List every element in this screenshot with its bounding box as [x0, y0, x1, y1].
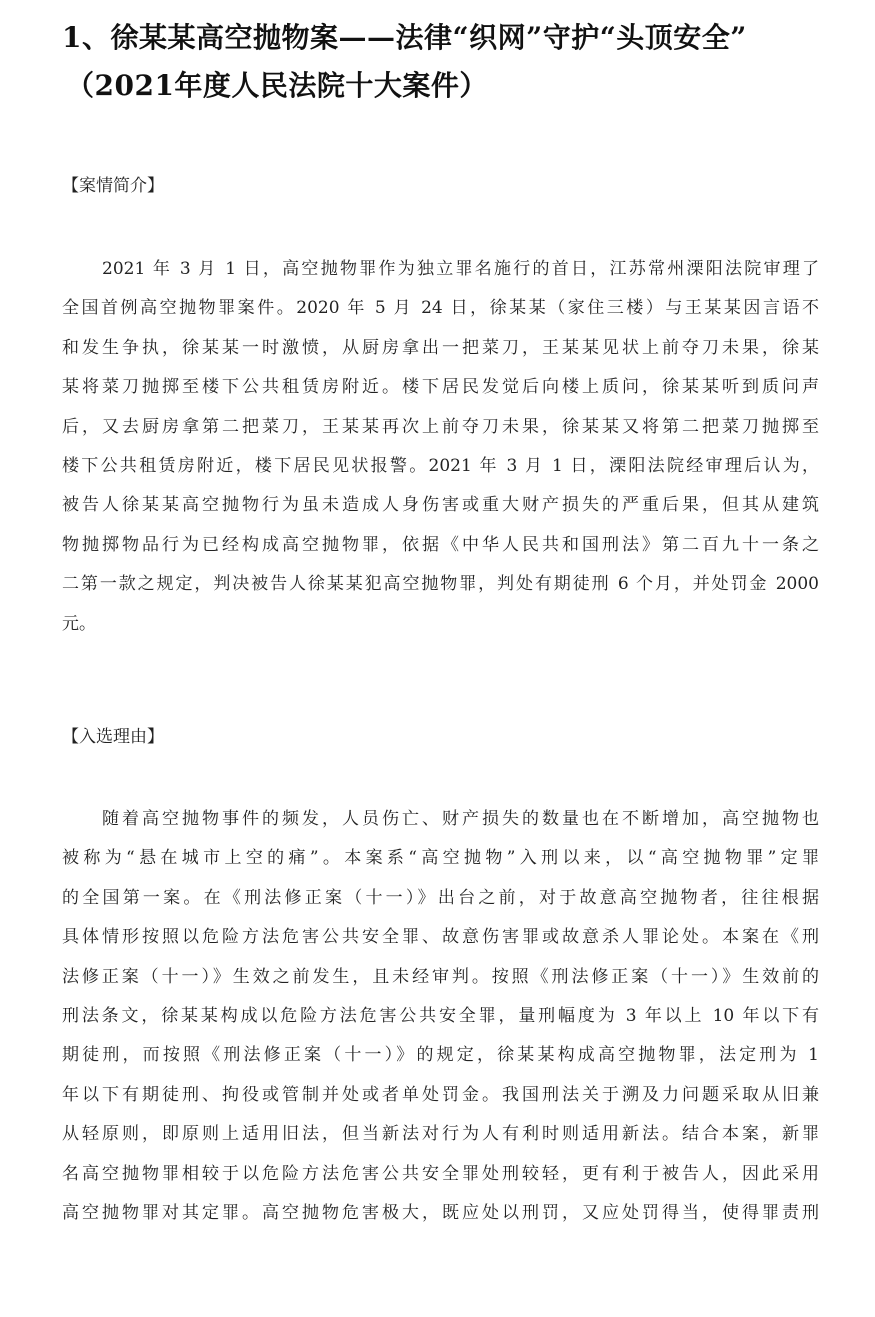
- paragraph-line: 期徒刑，而按照《刑法修正案（十一）》的规定，徐某某构成高空抛物罪，法定刑为 1: [62, 1045, 819, 1066]
- paragraph-line: 刑法条文，徐某某构成以危险方法危害公共安全罪，量刑幅度为 3 年以上 10 年以下有: [62, 1006, 819, 1027]
- title-line-2: （2021年度人民法院十大案件）: [66, 69, 488, 102]
- paragraph-line: 后，又去厨房拿第二把菜刀，王某某再次上前夺刀未果，徐某某又将第二把菜刀抛掷至: [62, 416, 819, 437]
- page-title: [62, 14, 830, 110]
- paragraph-line: 从轻原则，即原则上适用旧法，但当新法对行为人有利时则适用新法。结合本案，新罪: [62, 1124, 819, 1145]
- selection-reason-paragraph: [62, 800, 819, 1233]
- paragraph-line: 物抛掷物品行为已经构成高空抛物罪，依据《中华人民共和国刑法》第二百九十一条之: [62, 534, 819, 555]
- paragraph-line: 法修正案（十一）》生效之前发生，且未经审判。按照《刑法修正案（十一）》生效前的: [62, 966, 819, 987]
- section-heading-case-summary: 【案情简介】: [62, 176, 164, 196]
- paragraph-line: 的全国第一案。在《刑法修正案（十一）》出台之前，对于故意高空抛物者，往往根据: [62, 887, 819, 908]
- paragraph-line: 被告人徐某某高空抛物行为虽未造成人身伤害或重大财产损失的严重后果，但其从建筑: [62, 495, 819, 516]
- paragraph-line: 随着高空抛物事件的频发，人员伤亡、财产损失的数量也在不断增加，高空抛物也: [102, 809, 819, 829]
- paragraph-line: 元。: [62, 613, 96, 634]
- paragraph-line: 高空抛物罪对其定罪。高空抛物危害极大，既应处以刑罚，又应处罚得当，使得罪责刑: [62, 1203, 819, 1224]
- case-summary-paragraph: [62, 250, 819, 644]
- paragraph-line: 年以下有期徒刑、拘役或管制并处或者单处罚金。我国刑法关于溯及力问题采取从旧兼: [62, 1084, 819, 1105]
- paragraph-line: 被称为“悬在城市上空的痛”。本案系“高空抛物”入刑以来，以“高空抛物罪”定罪: [62, 848, 819, 869]
- paragraph-line: 全国首例高空抛物罪案件。2020 年 5 月 24 日，徐某某（家住三楼）与王某某因言语不: [62, 298, 819, 319]
- paragraph-line: 2021 年 3 月 1 日，高空抛物罪作为独立罪名施行的首日，江苏常州溧阳法院审理了: [102, 259, 819, 279]
- paragraph-line: 和发生争执，徐某某一时激愤，从厨房拿出一把菜刀，王某某见状上前夺刀未果，徐某: [62, 337, 819, 358]
- paragraph-line: 楼下公共租赁房附近，楼下居民见状报警。2021 年 3 月 1 日，溧阳法院经审理后认为，: [62, 456, 819, 477]
- section-heading-selection-reason: 【入选理由】: [62, 727, 164, 747]
- title-line-1: 1、徐某某高空抛物案——法律“织网”守护“头顶安全”: [62, 21, 747, 54]
- paragraph-line: 名高空抛物罪相较于以危险方法危害公共安全罪处刑较轻，更有利于被告人，因此采用: [62, 1163, 819, 1184]
- paragraph-line: 具体情形按照以危险方法危害公共安全罪、故意伤害罪或故意杀人罪论处。本案在《刑: [62, 927, 819, 948]
- paragraph-line: 某将菜刀抛掷至楼下公共租赁房附近。楼下居民发觉后向楼上质问，徐某某听到质问声: [62, 377, 819, 398]
- paragraph-line: 二第一款之规定，判决被告人徐某某犯高空抛物罪，判处有期徒刑 6 个月，并处罚金 2000: [62, 574, 819, 595]
